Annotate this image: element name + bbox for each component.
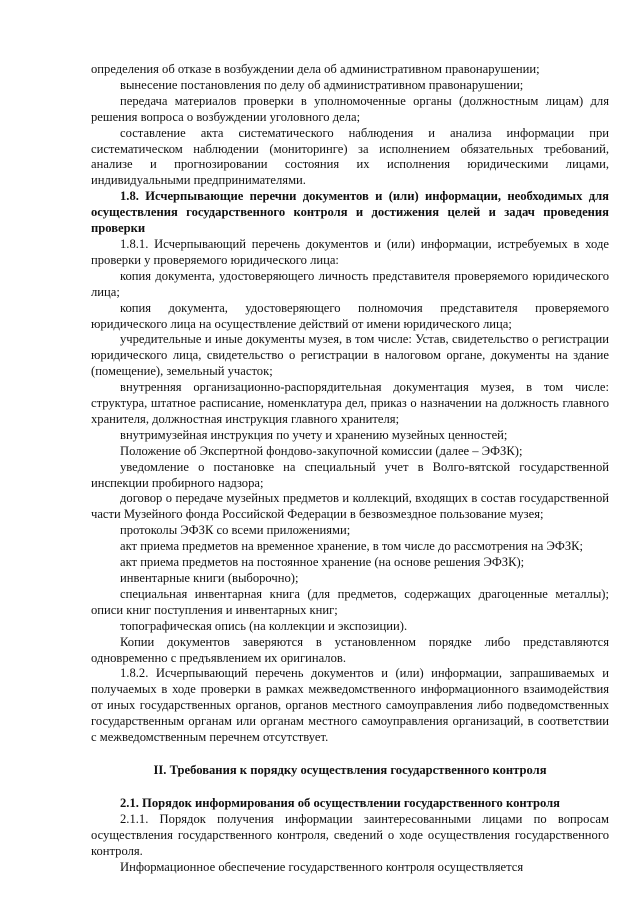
spacer bbox=[91, 746, 609, 763]
paragraph: вынесение постановления по делу об административном правонарушении; bbox=[120, 77, 524, 92]
section-heading: 2.1. Порядок информирования об осуществлении государственного контроля bbox=[120, 795, 560, 810]
document-page bbox=[91, 62, 609, 875]
list-item: Положение об Экспертной фондово-закупочной комиссии (далее – ЭФЗК); bbox=[120, 443, 523, 458]
paragraph: Информационное обеспечение государственного контроля осуществляется bbox=[120, 859, 524, 874]
list-item: внутримузейная инструкция по учету и хранению музейных ценностей; bbox=[120, 427, 508, 442]
list-item: копия документа, удостоверяющего полномочия представителя проверяемого юридического лица на осуществление действий от имени юридического лица; bbox=[91, 300, 609, 331]
spacer bbox=[91, 779, 609, 796]
paragraph: 2.1.1. Порядок получения информации заинтересованными лицами по вопросам осуществления государственного контроля, сведений о ходе осуществления государственного контроля. bbox=[91, 811, 609, 858]
paragraph: 1.8.1. Исчерпывающий перечень документов и (или) информации, истребуемых в ходе проверки у проверяемого юридического лица: bbox=[91, 236, 609, 267]
chapter-heading: II. Требования к порядку осуществления государственного контроля bbox=[153, 762, 547, 777]
paragraph: 1.8.2. Исчерпывающий перечень документов и (или) информации, запрашиваемых и получаемых в ходе проверки в рамках межведомственного информационного взаимодействия от иных государственных органов, органов местного самоуправления либо подведомственных государственным органам или органам местного самоуправления организаций, в соответствии с межведомственным перечнем отсутствует. bbox=[91, 666, 609, 745]
list-item: специальная инвентарная книга (для предметов, содержащих драгоценные металлы); описи книг поступления и инвентарных книг; bbox=[91, 586, 609, 617]
list-item: копия документа, удостоверяющего личность представителя проверяемого юридического лица; bbox=[91, 268, 609, 299]
list-item: акт приема предметов на постоянное хранение (на основе решения ЭФЗК); bbox=[120, 555, 525, 570]
list-item: уведомление о постановке на специальный учет в Волго-вятской государственной инспекции пробирного надзора; bbox=[91, 459, 609, 490]
list-item: протоколы ЭФЗК со всеми приложениями; bbox=[120, 523, 351, 538]
paragraph: Копии документов заверяются в установленном порядке либо представляются одновременно с предъявлением их оригиналов. bbox=[91, 634, 609, 665]
paragraph: составление акта систематического наблюдения и анализа информации при систематическом наблюдении (мониторинге) за исполнением обязательных требований, анализе и прогнозировании состояния их исполнения юридическими лицами, индивидуальными предпринимателями. bbox=[91, 125, 609, 188]
paragraph: определения об отказе в возбуждении дела об административном правонарушении; bbox=[91, 62, 540, 76]
list-item: топографическая опись (на коллекции и экспозиции). bbox=[120, 618, 408, 633]
list-item: акт приема предметов на временное хранение, в том числе до рассмотрения на ЭФЗК; bbox=[120, 539, 584, 554]
list-item: учредительные и иные документы музея, в том числе: Устав, свидетельство о регистрации юридического лица, свидетельство о регистрации в налоговом органе, документы на здание (помещение), земельный участок; bbox=[91, 332, 609, 379]
list-item: инвентарные книги (выборочно); bbox=[120, 571, 299, 585]
list-item: внутренняя организационно-распорядительная документация музея, в том числе: структура, штатное расписание, номенклатура дел, приказ о назначении на должность главного хранителя, должностная инструкция главного хранителя; bbox=[91, 380, 609, 426]
section-heading: 1.8. Исчерпывающие перечни документов и (или) информации, необходимых для осуществления государственного контроля и достижения целей и задач проведения проверки bbox=[91, 189, 609, 236]
paragraph: передача материалов проверки в уполномоченные органы (должностным лицам) для решения вопроса о возбуждении уголовного дела; bbox=[91, 93, 609, 124]
list-item: договор о передаче музейных предметов и коллекций, входящих в состав государственной части Музейного фонда Российской Федерации в безвозмездное пользование музея; bbox=[91, 491, 609, 522]
